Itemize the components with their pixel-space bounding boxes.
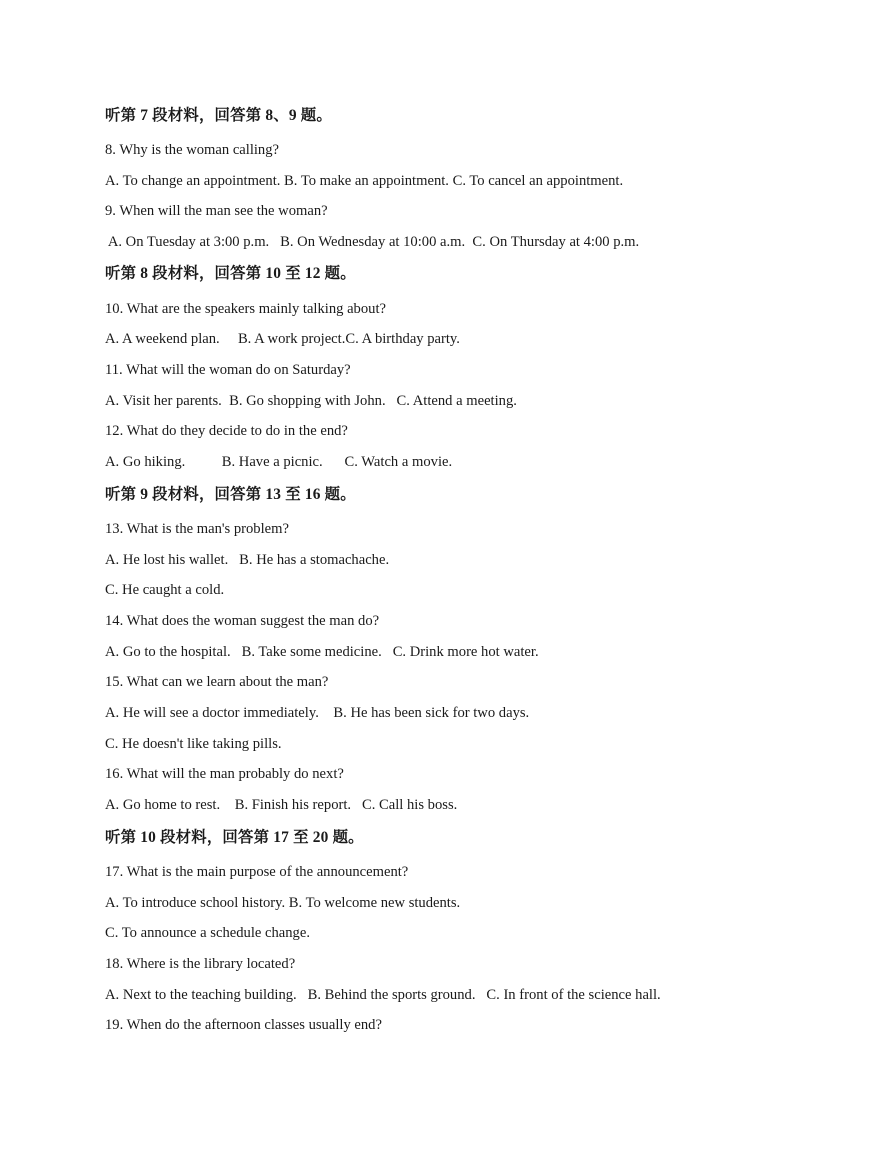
options-17-line2: C. To announce a schedule change. <box>105 925 310 941</box>
options-15-line1: A. He will see a doctor immediately. B. He has been sick for two days. <box>105 705 530 721</box>
question-19: 19. When do the afternoon classes usually end? <box>105 1017 382 1033</box>
options-9: A. On Tuesday at 3:00 p.m. B. On Wednesday at 10:00 a.m. C. On Thursday at 4:00 p.m. <box>105 234 640 250</box>
options-13-line2: C. He caught a cold. <box>105 582 225 598</box>
question-14: 14. What does the woman suggest the man do? <box>105 613 380 629</box>
options-16: A. Go home to rest. B. Finish his report. C. Call his boss. <box>105 797 458 813</box>
question-12: 12. What do they decide to do in the end? <box>105 423 348 439</box>
options-8: A. To change an appointment. B. To make an appointment. C. To cancel an appointment. <box>105 173 624 189</box>
question-16: 16. What will the man probably do next? <box>105 766 344 782</box>
section-heading-9: 听第 9 段材料，回答第 13 至 16 题。 <box>105 486 356 503</box>
question-13: 13. What is the man's problem? <box>105 521 289 537</box>
question-11: 11. What will the woman do on Saturday? <box>105 362 351 378</box>
options-10: A. A weekend plan. B. A work project.C. A birthday party. <box>105 331 460 347</box>
question-9: 9. When will the man see the woman? <box>105 203 328 219</box>
question-17: 17. What is the main purpose of the announcement? <box>105 864 409 880</box>
question-8: 8. Why is the woman calling? <box>105 142 280 158</box>
question-10: 10. What are the speakers mainly talking about? <box>105 301 386 317</box>
question-15: 15. What can we learn about the man? <box>105 674 329 690</box>
options-15-line2: C. He doesn't like taking pills. <box>105 736 282 752</box>
section-heading-7: 听第 7 段材料，回答第 8、9 题。 <box>105 107 332 124</box>
options-11: A. Visit her parents. B. Go shopping with John. C. Attend a meeting. <box>105 393 517 409</box>
section-heading-8: 听第 8 段材料，回答第 10 至 12 题。 <box>105 265 356 282</box>
options-18: A. Next to the teaching building. B. Behind the sports ground. C. In front of the science hall. <box>105 987 661 1003</box>
options-17-line1: A. To introduce school history. B. To welcome new students. <box>105 895 461 911</box>
options-13-line1: A. He lost his wallet. B. He has a stomachache. <box>105 552 390 568</box>
question-18: 18. Where is the library located? <box>105 956 296 972</box>
options-14: A. Go to the hospital. B. Take some medicine. C. Drink more hot water. <box>105 644 539 660</box>
section-heading-10: 听第 10 段材料，回答第 17 至 20 题。 <box>105 829 364 846</box>
options-12: A. Go hiking. B. Have a picnic. C. Watch a movie. <box>105 454 453 470</box>
